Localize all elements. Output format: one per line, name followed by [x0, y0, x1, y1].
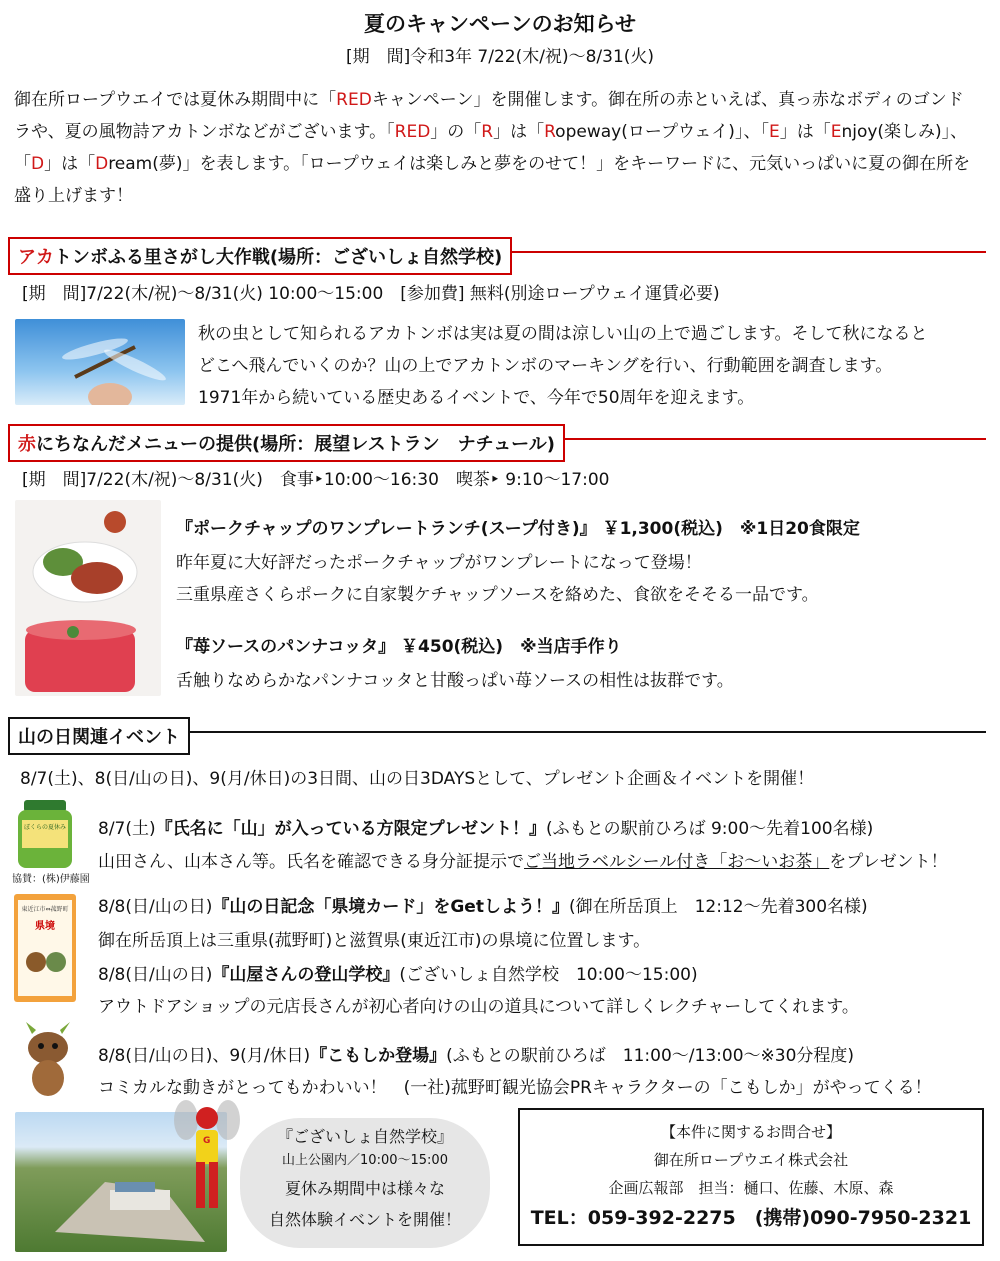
menu-item-desc: 舌触りなめらかなパンナコッタと甘酸っぱい苺ソースの相性は抜群です。 [176, 671, 734, 691]
intro-text: opeway(ロープウェイ)」、「 [555, 122, 769, 142]
event-date: 8/8(日/山の日) [98, 897, 213, 917]
section-heading-mountain-day: 山の日関連イベント [8, 717, 190, 755]
cloud-line: 自然体験イベントを開催！ [268, 1210, 461, 1229]
intro-line-3 [14, 148, 986, 180]
intro-red-text: RED [336, 90, 372, 110]
intro-line-1 [14, 84, 986, 116]
nature-school-cloud [240, 1118, 490, 1248]
event-4-desc: コミカルな動きがとってもかわいい！ (一社)菰野町観光協会PRキャラクターの「こもしか」がやってくる！ [98, 1078, 932, 1098]
event-1-headline [98, 814, 873, 839]
section-info: [期 間]7/22(木/祝)～8/31(火) 10:00～15:00 [参加費] 無料(別途ロープウェイ運賃必要) [22, 284, 720, 304]
bottle-label: ぼくらの夏休み [24, 824, 67, 831]
intro-red-text: R [481, 122, 494, 142]
event-title: 『山屋さんの登山学校』 [212, 965, 400, 985]
intro-text: 」の「 [430, 122, 482, 142]
hero-mascot-icon [172, 1096, 242, 1216]
heading-text: トンボふる里さがし大作戦(場所：ございしょ自然学校) [53, 247, 503, 268]
desc-text: をプレゼント！ [829, 852, 948, 872]
heading-red-text: 赤 [18, 434, 36, 455]
mascot-letter: G [203, 1136, 211, 1146]
sponsor-credit: 協賛：(株)伊藤園 [12, 874, 90, 885]
event-title: 『山の日記念「県境カード」をGetしよう！』 [212, 897, 569, 917]
desc-line: 1971年から続いている歴史あるイベントで、今年で50周年を迎えます。 [198, 388, 755, 408]
dragonfly-description [198, 318, 927, 414]
desc-text: 山田さん、山本さん等。氏名を確認できる身分証提示で [98, 852, 525, 872]
section-info: [期 間]7/22(木/祝)～8/31(火) 食事‣10:00～16:30 喫茶‣ 9:10～17:00 [22, 470, 610, 490]
event-place: (ふもとの駅前ひろば 9:00～先着100名様) [545, 819, 874, 839]
event-place: (御在所岳頂上 12:12～先着300名様) [568, 897, 868, 917]
hero-mascot-image [172, 1096, 242, 1216]
section-divider [180, 731, 986, 733]
card-inner [18, 900, 72, 996]
intro-text: 「 [14, 154, 31, 174]
menu-photo [15, 500, 161, 696]
intro-text: ream(夢)」を表します。「ロープウェイは楽しみと夢をのせて！」をキーワードに、元気いっぱいに夏の御在所を [108, 154, 971, 174]
tea-bottle-image [10, 798, 90, 885]
menu-item-title: 『ポークチャップのワンプレートランチ(スープ付き)』 ￥1,300(税込) ※1日20食限定 [176, 519, 860, 539]
mascot-icon [18, 932, 72, 982]
intro-red-text: R [544, 122, 556, 142]
section-heading-dragonfly [8, 237, 512, 275]
event-place: (ふもとの駅前ひろば 11:00～/13:00～※30分程度) [446, 1046, 855, 1066]
contact-company: 御在所ロープウエイ株式会社 [653, 1151, 849, 1169]
campaign-period: [期 間]令和3年 7/22(木/祝)～8/31(火) [345, 47, 655, 67]
contact-department: 企画広報部 担当：樋口、佐藤、木原、森 [608, 1179, 894, 1197]
dragonfly-photo [15, 319, 185, 405]
intro-text: ラや、夏の風物詩アカトンボなどがございます。「 [14, 122, 395, 142]
menu-item-desc: 三重県産さくらポークに自家製ケチャップソースを絡めた、食欲をそそる一品です。 [176, 585, 819, 605]
border-card-image [14, 894, 76, 1002]
section-intro: 8/7(土)、8(日/山の日)、9(月/休日)の3日間、山の日3DAYSとして、プレゼント企画＆イベントを開催！ [20, 769, 815, 789]
heading-text: にちなんだメニューの提供(場所：展望レストラン ナチュール) [36, 434, 556, 455]
event-date: 8/7(土) [98, 819, 156, 839]
intro-text: njoy(楽しみ)」、 [841, 122, 968, 142]
intro-paragraph [14, 84, 986, 212]
food-icon [15, 500, 161, 696]
event-3-headline [98, 960, 698, 985]
intro-text: キャンペーン」を開催します。御在所の赤といえば、真っ赤なボディのゴンド [371, 90, 964, 110]
card-text: 東近江市⇔菰野町 [21, 906, 69, 913]
cloud-line: 夏休み期間中は様々な [284, 1179, 445, 1198]
contact-box [518, 1108, 984, 1246]
intro-line-4: 盛り上げます！ [14, 186, 133, 206]
event-place: (ございしょ自然学校 10:00～15:00) [399, 965, 698, 985]
intro-text: 」は「 [779, 122, 831, 142]
desc-underlined-text: ご当地ラベルシール付き「お～いお茶」 [524, 852, 830, 872]
heading-red-text: アカ [18, 247, 54, 268]
card-text: 県境 [35, 921, 55, 932]
intro-text: 」は「 [493, 122, 545, 142]
event-2-desc: 御在所岳頂上は三重県(菰野町)と滋賀県(東近江市)の県境に位置します。 [98, 931, 651, 951]
intro-text: 御在所ロープウエイでは夏休み期間中に「 [14, 90, 337, 110]
event-1-desc [98, 847, 948, 872]
desc-line: どこへ飛んでいくのか？山の上でアカトンボのマーキングを行い、行動範囲を調査します。 [198, 356, 893, 376]
event-4-headline [98, 1041, 854, 1066]
tea-bottle-icon [10, 798, 80, 870]
section-heading-menu [8, 424, 565, 462]
cloud-subtitle: 山上公園内／10:00～15:00 [282, 1153, 448, 1168]
komoshika-mascot-image [12, 1020, 84, 1098]
event-title: 『こもしか登場』 [310, 1046, 447, 1066]
event-3-desc: アウトドアショップの元店長さんが初心者向けの山の道具について詳しくレクチャーしてくれます。 [98, 997, 859, 1017]
desc-line: 秋の虫として知られるアカトンボは実は夏の間は涼しい山の上で過ごします。そして秋になると [198, 324, 928, 344]
page-title: 夏のキャンペーンのお知らせ [364, 12, 636, 36]
menu-item-desc: 昨年夏に大好評だったポークチャップがワンプレートになって登場！ [176, 553, 702, 573]
intro-red-text: E [830, 122, 842, 142]
event-title: 『氏名に「山」が入っている方限定プレゼント！』 [155, 819, 546, 839]
intro-line-2 [14, 116, 986, 148]
event-date: 8/8(日/山の日)、9(月/休日) [98, 1046, 311, 1066]
cloud-title: 『ございしょ自然学校』 [276, 1127, 453, 1146]
event-date: 8/8(日/山の日) [98, 965, 213, 985]
menu-item-title: 『苺ソースのパンナコッタ』 ￥450(税込) ※当店手作り [176, 637, 622, 657]
contact-heading: 【本件に関するお問合せ】 [660, 1123, 841, 1141]
intro-text: 」は「 [44, 154, 96, 174]
deer-mascot-icon [12, 1020, 84, 1098]
intro-red-text: D [95, 154, 109, 174]
intro-red-text: E [768, 122, 780, 142]
event-2-headline [98, 892, 868, 917]
intro-red-text: D [31, 154, 45, 174]
intro-red-text: RED [394, 122, 431, 142]
dragonfly-icon [15, 319, 185, 405]
contact-phone: TEL：059-392-2275 (携帯)090-7950-2321 [530, 1207, 972, 1229]
